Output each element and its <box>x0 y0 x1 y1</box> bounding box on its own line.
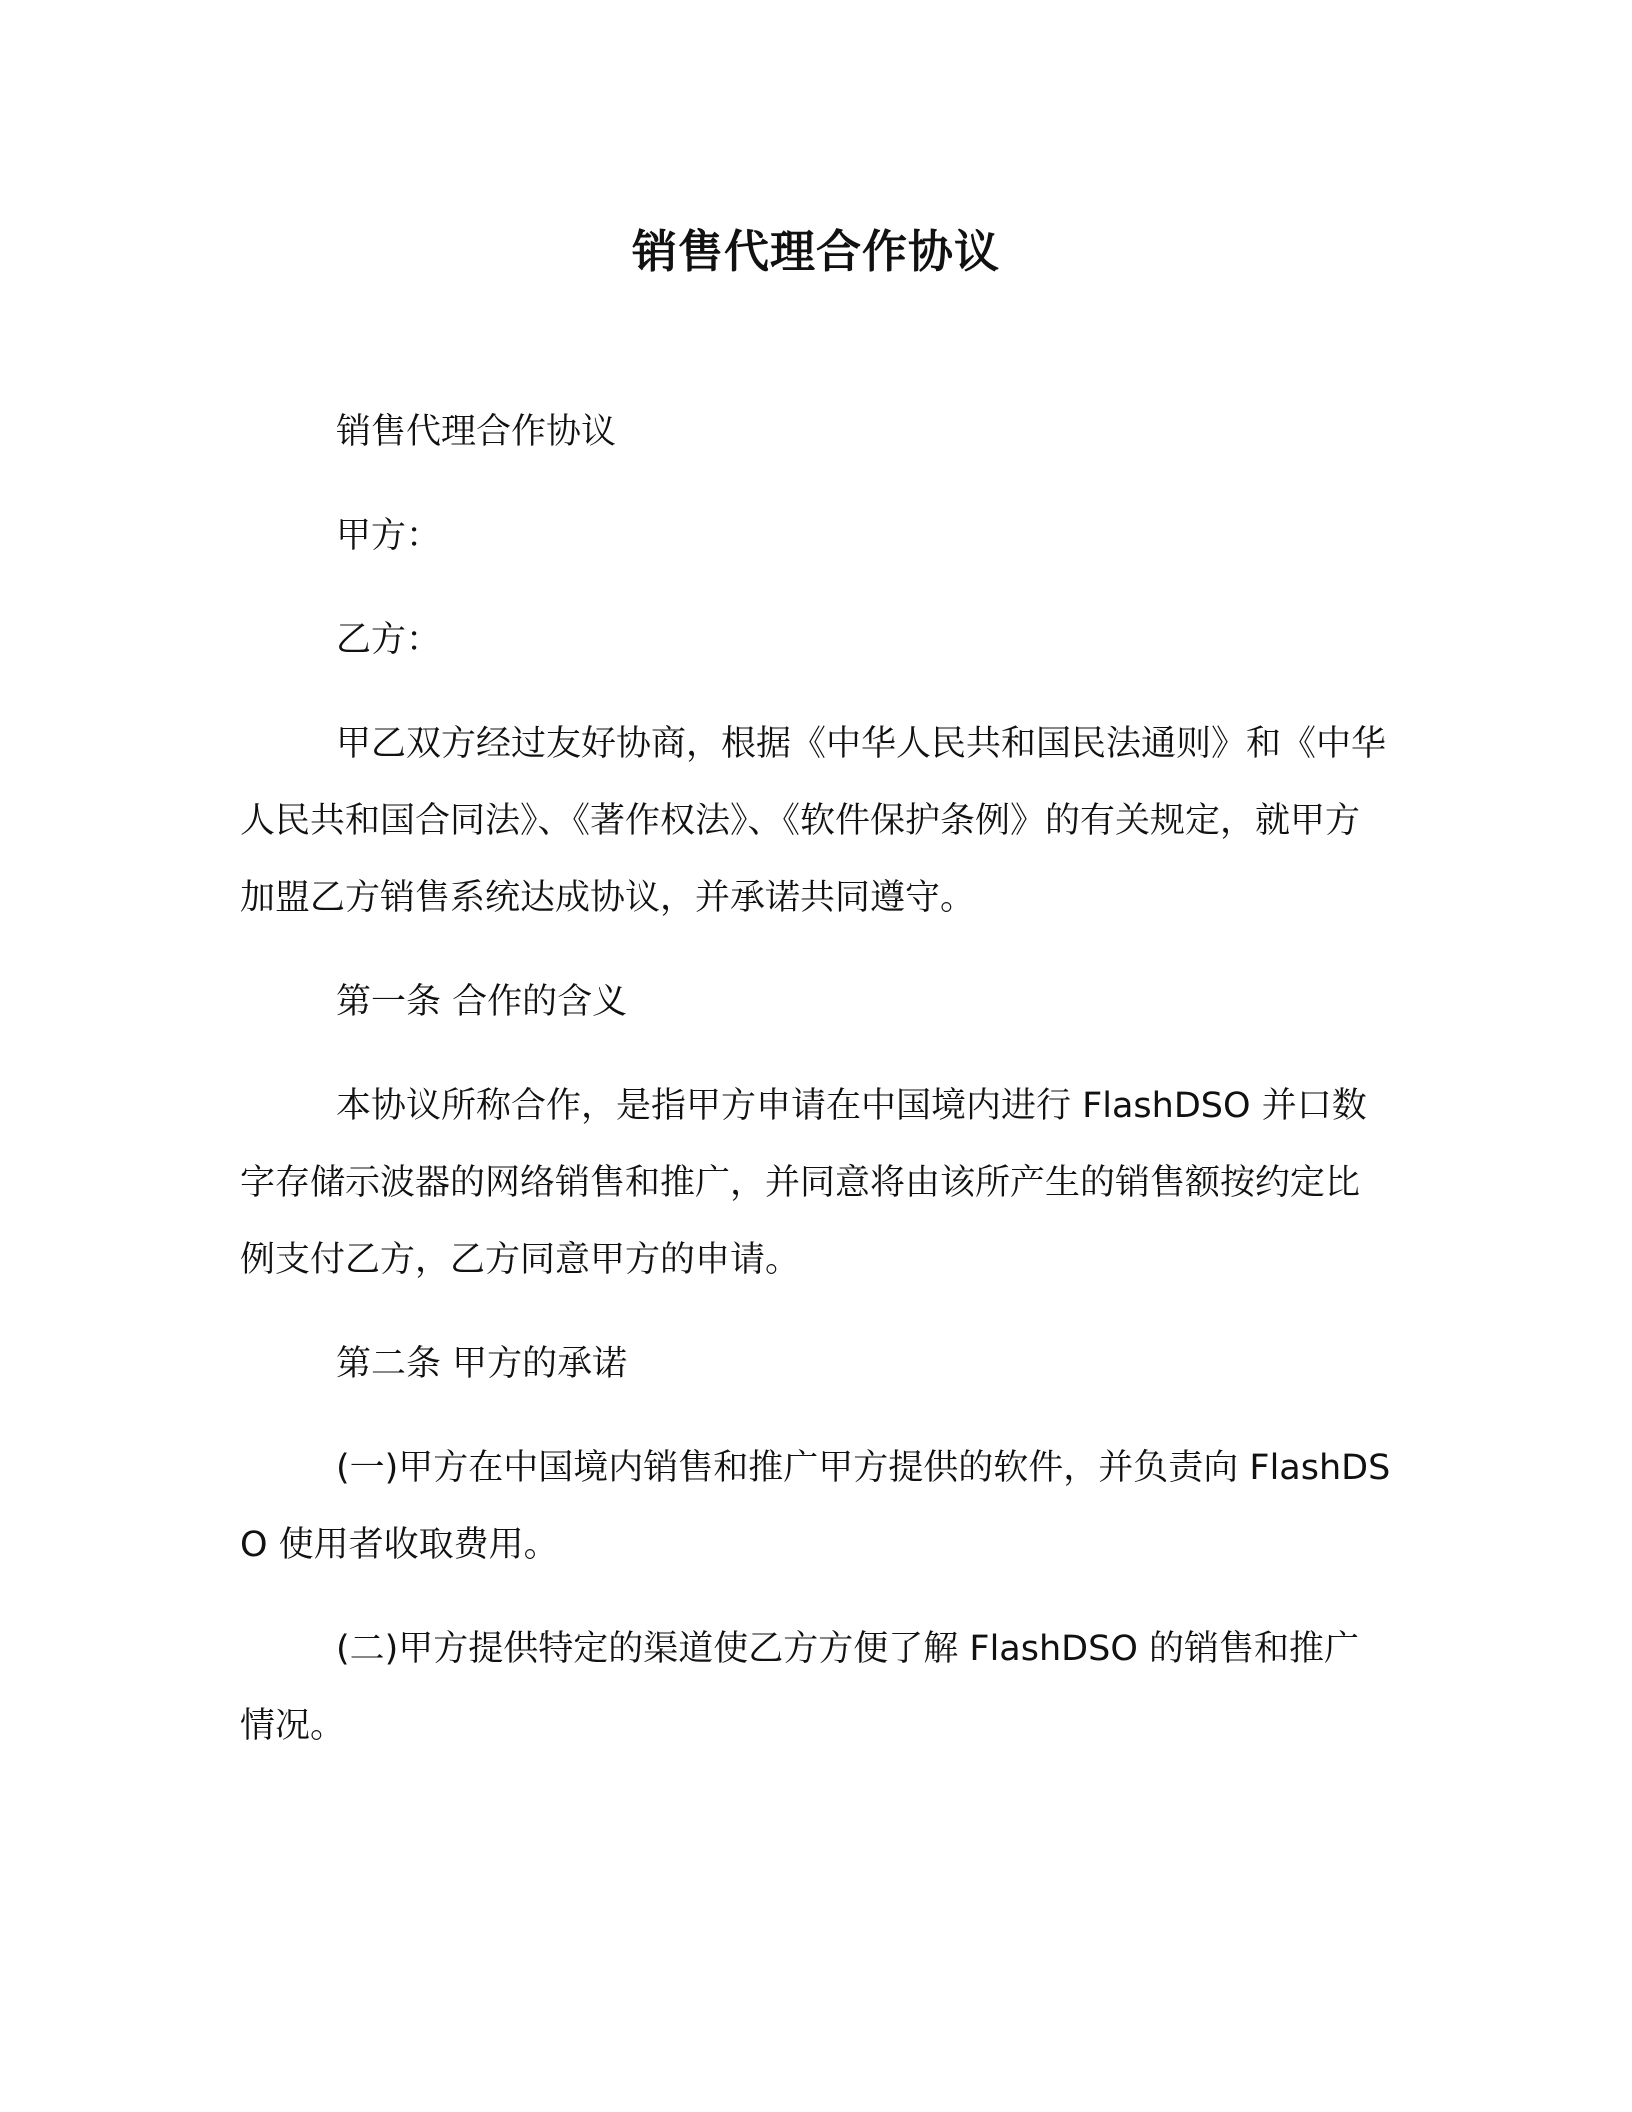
heading-article-2: 第二条 甲方的承诺 <box>336 1344 628 1384</box>
document-body <box>240 394 1392 1765</box>
heading-article-1: 第一条 合作的含义 <box>336 982 628 1022</box>
paragraph-party-a: 甲方： <box>336 516 442 556</box>
paragraph-article-2-item-1: (一)甲方在中国境内销售和推广甲方提供的软件，并负责向 FlashDSO 使用者收取费用。 <box>240 1448 1391 1565</box>
document-title: 销售代理合作协议 <box>631 225 1000 278</box>
paragraph-party-b: 乙方： <box>336 620 442 660</box>
paragraph-article-1-body: 本协议所称合作，是指甲方申请在中国境内进行 FlashDSO 并口数字存储示波器的网络销售和推广，并同意将由该所产生的销售额按约定比例支付乙方，乙方同意甲方的申请。 <box>240 1086 1367 1280</box>
paragraph-preamble: 甲乙双方经过友好协商，根据《中华人民共和国民法通则》和《中华人民共和国合同法》、《著作权法》、《软件保护条例》的有关规定，就甲方加盟乙方销售系统达成协议，并承诺共同遵守。 <box>240 724 1387 918</box>
paragraph-article-2-item-2: (二)甲方提供特定的渠道使乙方方便了解 FlashDSO 的销售和推广情况。 <box>240 1629 1360 1746</box>
paragraph-subtitle: 销售代理合作协议 <box>336 412 617 452</box>
